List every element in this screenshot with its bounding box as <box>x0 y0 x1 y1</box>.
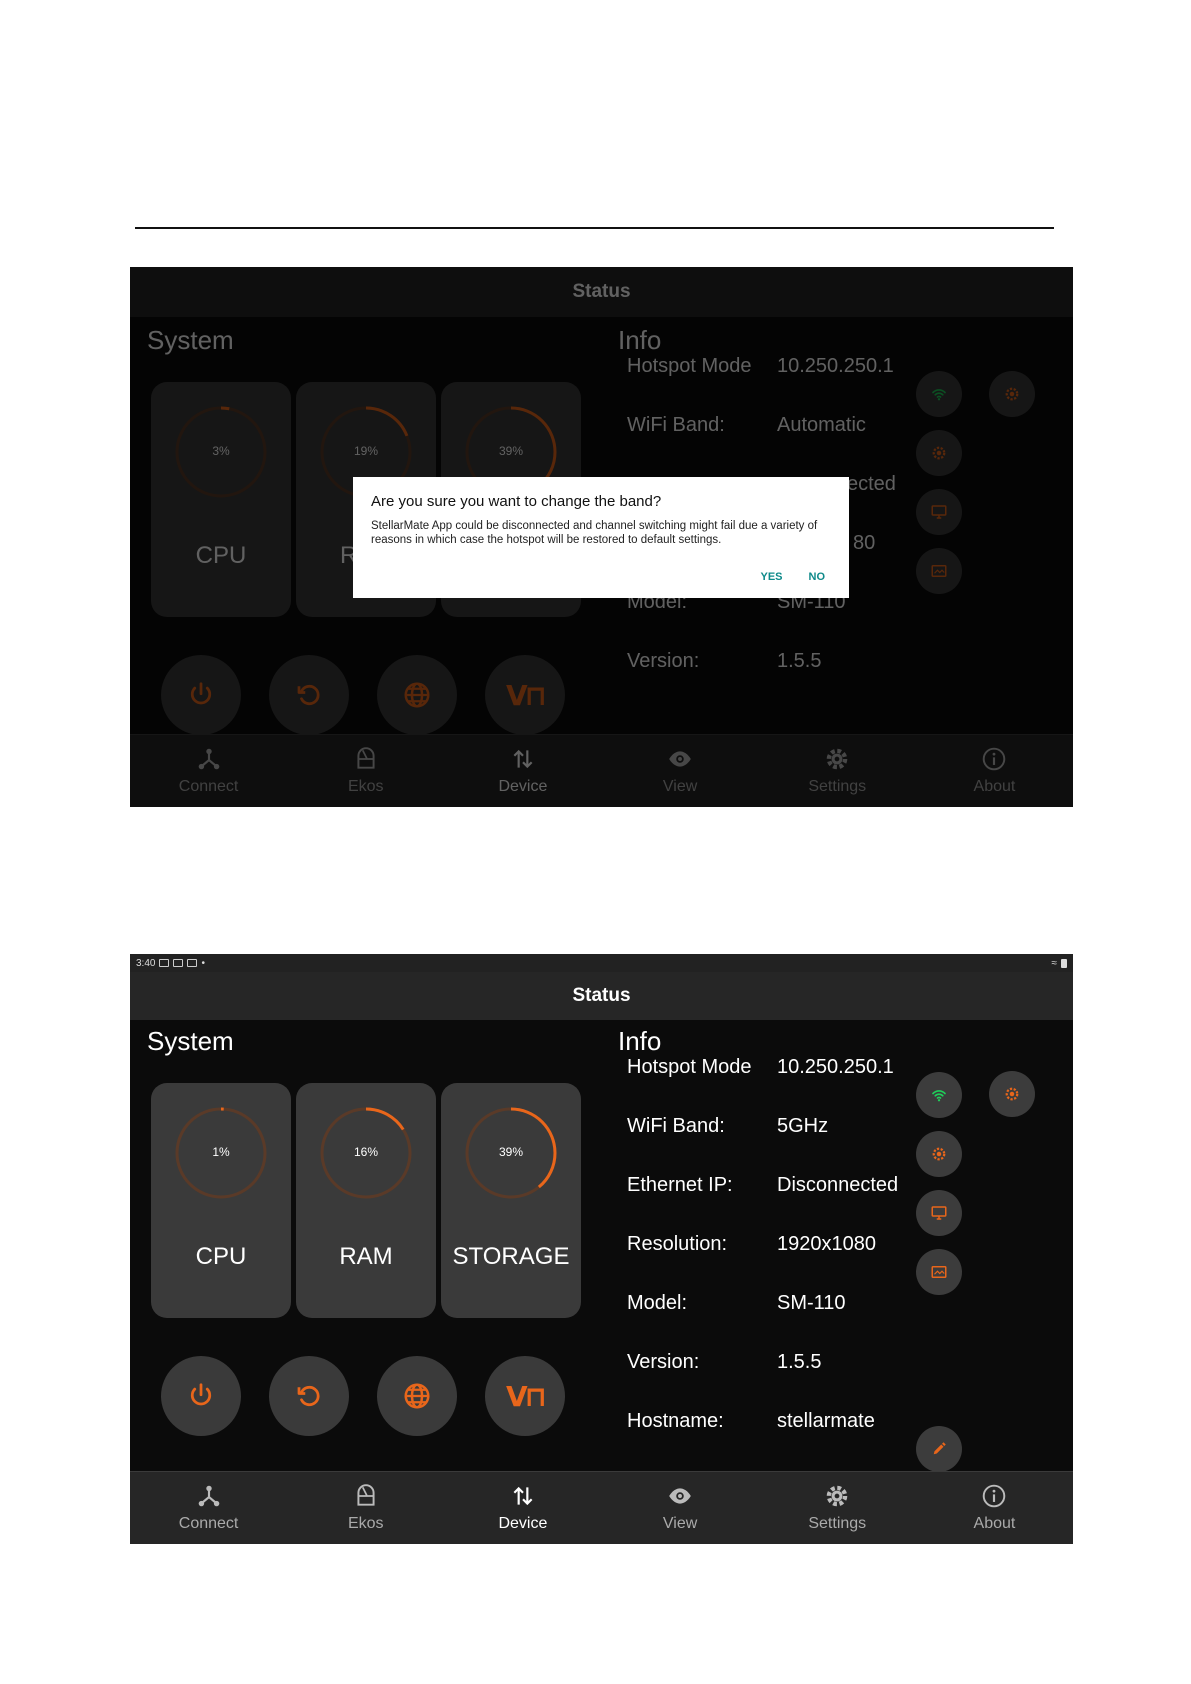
image-notification-icon <box>159 959 169 967</box>
ram-card <box>296 1083 436 1318</box>
pencil-icon <box>930 1440 948 1458</box>
vnc-button[interactable] <box>485 1356 565 1436</box>
system-heading: System <box>147 1026 234 1056</box>
restart-button[interactable] <box>269 1356 349 1436</box>
tab-connect[interactable] <box>130 1472 287 1544</box>
dialog-no-button[interactable]: NO <box>808 571 825 583</box>
gear-icon <box>824 1483 850 1509</box>
globe-icon <box>402 1381 432 1411</box>
dialog-yes-button[interactable]: YES <box>760 571 783 583</box>
tab-label: Ekos <box>347 1515 384 1532</box>
info-value: SM-110 <box>777 1292 846 1314</box>
cpu-label: CPU <box>195 1243 247 1270</box>
info-key: Resolution: <box>627 1233 728 1255</box>
connect-icon <box>196 1483 222 1509</box>
info-value: Disconnected <box>777 1174 899 1196</box>
info-heading: Info <box>618 1026 662 1056</box>
info-value: stellarmate <box>777 1410 875 1432</box>
info-key: WiFi Band: <box>627 1115 725 1137</box>
screenshot-status <box>130 954 1073 1544</box>
info-value: 1.5.5 <box>777 1351 822 1373</box>
power-icon <box>186 1381 216 1411</box>
hotspot-settings-button[interactable] <box>989 1071 1035 1117</box>
info-key: Version: <box>627 1351 700 1373</box>
bottom-tab-bar <box>130 1471 1073 1544</box>
info-value: 1920x1080 <box>777 1233 876 1255</box>
tab-label: About <box>973 1515 1016 1532</box>
gear-icon <box>1003 1085 1021 1103</box>
tab-device[interactable] <box>444 1472 601 1544</box>
tab-about[interactable] <box>916 1472 1073 1544</box>
tab-label: Device <box>498 1515 548 1532</box>
info-row-hostname <box>627 1392 1047 1451</box>
restart-icon <box>294 1381 324 1411</box>
tab-ekos[interactable] <box>287 1472 444 1544</box>
info-row-resolution <box>627 1215 1047 1274</box>
eye-icon <box>667 1483 693 1509</box>
storage-label: STORAGE <box>452 1243 570 1270</box>
dialog-title: Are you sure you want to change the band? <box>371 493 662 510</box>
ekos-icon <box>353 1483 379 1509</box>
web-button[interactable] <box>377 1356 457 1436</box>
action-buttons <box>161 1356 565 1436</box>
info-icon <box>981 1483 1007 1509</box>
wifi-icon <box>930 1086 948 1104</box>
wifi-band-button[interactable] <box>916 1131 962 1177</box>
ram-percent: 16% <box>353 1145 379 1159</box>
tab-label: Connect <box>178 1515 239 1532</box>
battery-icon <box>1061 959 1067 968</box>
screenshot-dialog <box>130 267 1073 807</box>
gear-icon <box>930 1145 948 1163</box>
dialog-message: StellarMate App could be disconnected and channel switching might fail due a variety of reasons in which case the hotspot will be restored to default settings. <box>371 520 818 546</box>
resolution-icon <box>930 1263 948 1281</box>
resolution-button[interactable] <box>916 1249 962 1295</box>
page-divider <box>135 227 1054 229</box>
info-value: 10.250.250.1 <box>777 1056 894 1078</box>
tab-label: View <box>662 1515 698 1532</box>
wifi-signal-icon: ≈ <box>1051 957 1057 969</box>
device-icon <box>510 1483 536 1509</box>
vnc-icon: V⊓ <box>506 1379 544 1413</box>
wifi-hotspot-button[interactable] <box>916 1072 962 1118</box>
storage-card <box>441 1083 581 1318</box>
more-notifications-icon: • <box>201 957 205 969</box>
info-key: Ethernet IP: <box>627 1174 733 1196</box>
ram-label: RAM <box>339 1243 393 1270</box>
android-status-bar <box>130 954 1073 972</box>
page-title: Status <box>130 972 1073 1020</box>
monitor-icon <box>930 1204 948 1222</box>
info-value: 5GHz <box>777 1115 829 1137</box>
storage-percent: 39% <box>498 1145 524 1159</box>
edit-hostname-button[interactable] <box>916 1426 962 1472</box>
power-button[interactable] <box>161 1356 241 1436</box>
info-row-model <box>627 1274 1047 1333</box>
gallery-notification-icon <box>173 959 183 967</box>
cpu-percent: 1% <box>212 1145 230 1159</box>
info-key: Hostname: <box>627 1410 724 1432</box>
change-band-dialog <box>353 477 849 598</box>
status-time: 3:40 <box>136 957 156 969</box>
ethernet-button[interactable] <box>916 1190 962 1236</box>
info-row-version <box>627 1333 1047 1392</box>
system-cards <box>151 1083 581 1318</box>
tab-settings[interactable] <box>759 1472 916 1544</box>
cpu-card <box>151 1083 291 1318</box>
info-row-hotspot <box>627 1038 1047 1097</box>
info-row-ethernet <box>627 1156 1047 1215</box>
tab-label: Settings <box>808 1515 867 1532</box>
info-key: Hotspot Mode <box>627 1056 752 1078</box>
info-row-wifi-band <box>627 1097 1047 1156</box>
info-key: Model: <box>627 1292 688 1314</box>
tab-view[interactable] <box>602 1472 759 1544</box>
video-notification-icon <box>187 959 197 967</box>
